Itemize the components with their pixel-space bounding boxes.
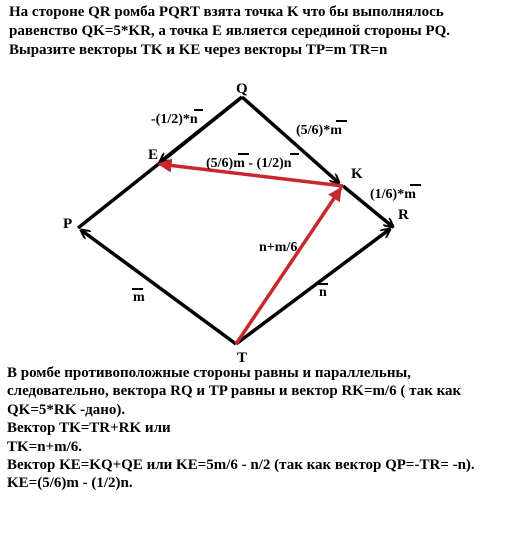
point-R-label: R [398, 207, 409, 223]
vector-QE [160, 97, 242, 162]
solution-text [7, 364, 512, 493]
solution-line-6: Вектор KE=KQ+QE или KE=5m/6 - n/2 (так как вектор QP=-TR= -n). [7, 457, 475, 474]
vector-QE-label: -(1/2)*n [151, 112, 198, 127]
vector-KR-label: (1/6)*m [370, 187, 416, 202]
solution-line-4: Вектор TK=TR+RK или [7, 420, 171, 437]
vector-TK-label: n+m/6 [259, 240, 298, 255]
vector-TR-label: n [319, 285, 327, 300]
problem-line-3: Выразите векторы TK и KE через векторы TP=m TR=n [9, 42, 388, 58]
solution-line-5: TK=n+m/6. [7, 438, 83, 455]
solution-line-1: В ромбе противоположные стороны равны и параллельны, [7, 365, 411, 381]
problem-line-2: равенство QK=5*KR, а точка E является серединой стороны PQ. [9, 23, 451, 39]
solution-line-3: QK=5*RK -дано). [7, 401, 126, 418]
point-P-label: P [63, 216, 73, 232]
solution-line-7: KE=(5/6)m - (1/2)n. [7, 475, 133, 492]
problem-line-1: На стороне QR ромба PQRT взята точка K что бы выполнялось [9, 4, 444, 20]
vector-KE-label: (5/6)m - (1/2)n [206, 156, 292, 171]
point-E-label: E [148, 147, 159, 163]
vector-TP-label: m [133, 290, 145, 305]
point-T-label: T [237, 350, 248, 366]
vector-TK [236, 188, 341, 344]
point-K-label: K [351, 166, 363, 182]
vector-TP [81, 230, 236, 344]
side-PQ-P-to-E [78, 166, 156, 228]
point-Q-label: Q [236, 81, 248, 97]
vector-QK-label: (5/6)*m [296, 123, 342, 138]
solution-line-2: следовательно, вектора RQ и TP равны и вектор RK=m/6 ( так как [7, 383, 462, 400]
